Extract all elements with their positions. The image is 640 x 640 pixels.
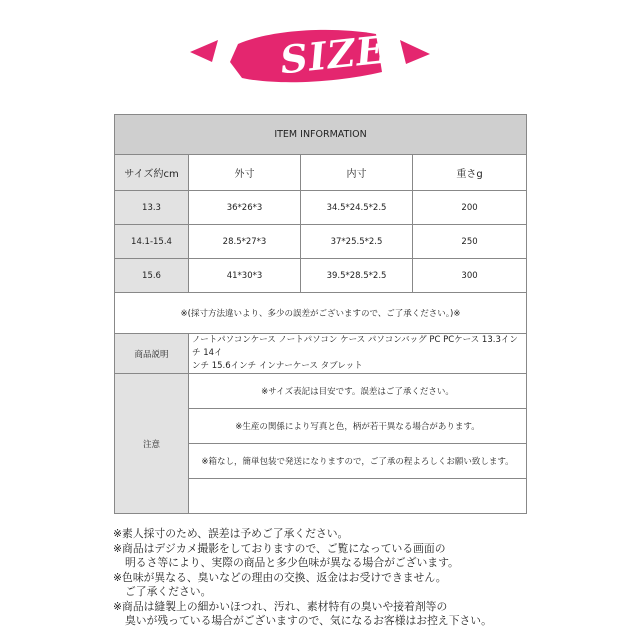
table-row: [115, 259, 527, 293]
inner-cell: 39.5*28.5*2.5: [301, 259, 413, 293]
caution-item: ※生産の関係により写真と色，柄が若干異なる場合があります。: [189, 409, 527, 444]
table-row: [115, 191, 527, 225]
size-cell: 13.3: [115, 191, 189, 225]
caution-item-empty: [189, 479, 527, 514]
column-header-outer: 外寸: [189, 155, 301, 191]
note-line: ※素人採寸のため、誤差は予めご了承ください。: [113, 527, 349, 540]
note-line: 明るさ等により、実際の商品と多少色味が異なる場合がございます。: [125, 556, 459, 569]
caution-item: ※箱なし，簡単包装で発送になりますので，ご了承の程よろしくお願い致します。: [189, 444, 527, 479]
caution-label: 注意: [115, 374, 189, 514]
weight-cell: 250: [413, 225, 527, 259]
note-line: ご了承ください。: [125, 585, 212, 598]
description-text: [189, 334, 527, 374]
size-cell: 15.6: [115, 259, 189, 293]
measurement-note: ※(採寸方法違いより、多少の誤差がございますので、ご了承ください。)※: [115, 293, 527, 334]
column-header-inner: 内寸: [301, 155, 413, 191]
bottom-notes: [113, 527, 633, 629]
size-cell: 14.1-15.4: [115, 225, 189, 259]
right-triangle-decoration: [400, 40, 430, 64]
caution-item: ※サイズ表記は目安です。誤差はご了承ください。: [189, 374, 527, 409]
table-header: ITEM INFORMATION: [115, 115, 527, 155]
weight-cell: 200: [413, 191, 527, 225]
size-title: SIZE: [277, 26, 388, 83]
left-triangle-decoration: [190, 40, 218, 62]
column-header-size: サイズ約cm: [115, 155, 189, 191]
item-information-table: [114, 114, 527, 514]
note-line: ※商品は縫製上の細かいほつれ、汚れ、素材特有の臭いや接着剤等の: [113, 599, 448, 613]
table-row: [115, 225, 527, 259]
note-line: ※色味が異なる、臭いなどの理由の交換、返金はお受けできません。: [113, 570, 447, 584]
description-label: 商品説明: [115, 334, 189, 374]
outer-cell: 36*26*3: [189, 191, 301, 225]
outer-cell: 41*30*3: [189, 259, 301, 293]
note-line: ※商品はデジカメ撮影をしておりますので、ご覧になっている画面の: [113, 541, 446, 555]
weight-cell: 300: [413, 259, 527, 293]
inner-cell: 34.5*24.5*2.5: [301, 191, 413, 225]
description-line: ンチ 15.6インチ インナーケース タブレット: [192, 361, 363, 371]
inner-cell: 37*25.5*2.5: [301, 225, 413, 259]
outer-cell: 28.5*27*3: [189, 225, 301, 259]
description-line: ノートパソコンケース ノートパソコン ケース パソコンバッグ PC PCケース 13.3インチ 14イ: [192, 335, 518, 358]
note-line: 臭いが残っている場合がございますので、気になるお客様はお控え下さい。: [125, 614, 492, 627]
column-header-weight: 重さg: [413, 155, 527, 191]
